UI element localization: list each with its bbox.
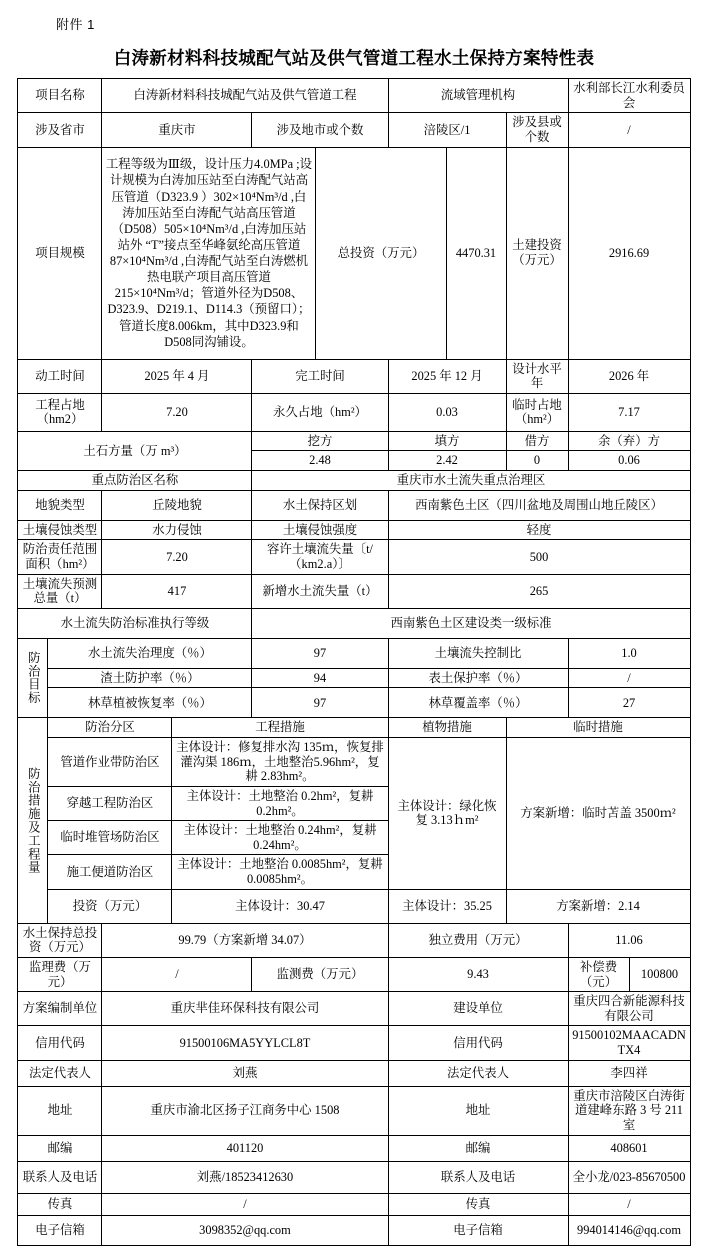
key-prevention-zone-label: 重点防治区名称: [18, 471, 252, 491]
counties-label: 涉及县或个数: [506, 113, 568, 147]
credit-code-label-right: 信用代码: [388, 1026, 568, 1060]
address-label-right: 地址: [388, 1086, 568, 1135]
legal-rep-value-left: 刘燕: [102, 1060, 388, 1086]
erosion-type-value: 水力侵蚀: [102, 520, 252, 540]
goal-item-2-value2: 27: [568, 688, 690, 718]
table-row: [18, 1193, 690, 1215]
surplus-label: 余（弃）方: [568, 431, 690, 451]
civil-investment-value: 2916.69: [568, 147, 690, 359]
new-loss-label: 新增水土流失量（t）: [252, 574, 388, 608]
table-row: [18, 1135, 690, 1161]
fill-value: 2.42: [388, 451, 506, 471]
table-row: [18, 490, 690, 520]
erosion-intensity-label: 土壤侵蚀强度: [252, 520, 388, 540]
goal-item-1-value: 94: [252, 668, 388, 688]
total-investment-value: 4470.31: [446, 147, 506, 359]
province-label: 涉及省市: [18, 113, 102, 147]
table-row: [18, 113, 690, 147]
cities-label: 涉及地市或个数: [252, 113, 388, 147]
legal-rep-label-left: 法定代表人: [18, 1060, 102, 1086]
measures-header-zone: 防治分区: [48, 718, 172, 738]
table-row: [18, 992, 690, 1026]
credit-code-value-right: 91500102MAACADNTX4: [568, 1026, 690, 1060]
measures-row-0-engineering: 主体设计：修复排水沟 135ｍ，恢复排灌沟渠 186ｍ，土地整治5.96hm²，复耕 2.83hm²。: [172, 738, 388, 787]
table-row: [18, 738, 690, 787]
table-row: [18, 1161, 690, 1193]
permanent-land-value: 0.03: [388, 393, 506, 431]
zip-value-right: 408601: [568, 1135, 690, 1161]
goal-item-0-value: 97: [252, 638, 388, 668]
measures-row-3-engineering: 主体设计：土地整治 0.0085hm²，复耕0.0085hm²。: [172, 855, 388, 889]
independent-fee-label: 独立费用（万元）: [388, 923, 568, 957]
page-title: 白涛新材料科技城配气站及供气管道工程水土保持方案特性表: [113, 48, 595, 68]
legal-rep-value-right: 李四祥: [568, 1060, 690, 1086]
plan-unit-label: 方案编制单位: [18, 992, 102, 1026]
swc-zoning-label: 水土保持区划: [252, 490, 388, 520]
key-prevention-zone-value: 重庆市水土流失重点治理区: [252, 471, 690, 491]
measures-header-temporary: 临时措施: [506, 718, 690, 738]
table-row: [18, 608, 690, 638]
project-scale-label: 项目规模: [18, 147, 102, 359]
table-row: [18, 718, 690, 738]
investment-engineering: 主体设计：30.47: [172, 889, 388, 923]
table-row: [18, 471, 690, 491]
excavation-label: 挖方: [252, 431, 388, 451]
email-label-left: 电子信箱: [18, 1215, 102, 1245]
independent-fee-value: 11.06: [568, 923, 690, 957]
project-name-value: 白涛新材料科技城配气站及供气管道工程: [102, 79, 388, 113]
landform-value: 丘陵地貌: [102, 490, 252, 520]
borrow-value: 0: [506, 451, 568, 471]
table-row: [18, 431, 690, 451]
end-time-value: 2025 年 12 月: [388, 359, 506, 393]
address-value-left: 重庆市渝北区扬子江商务中心 1508: [102, 1086, 388, 1135]
legal-rep-label-right: 法定代表人: [388, 1060, 568, 1086]
monitoring-fee-value: 9.43: [388, 957, 568, 991]
contact-label-left: 联系人及电话: [18, 1161, 102, 1193]
table-row: [18, 540, 690, 574]
table-row: [18, 359, 690, 393]
contact-label-right: 联系人及电话: [388, 1161, 568, 1193]
measures-header-plant: 植物措施: [388, 718, 506, 738]
design-level-year-label: 设计水平年: [506, 359, 568, 393]
compensation-fee-value: 100800: [640, 967, 679, 982]
table-row: [18, 79, 690, 113]
measures-label-text: 防治措施及工程量: [26, 766, 41, 875]
excavation-value: 2.48: [252, 451, 388, 471]
temporary-land-value: 7.17: [568, 393, 690, 431]
temporary-land-label: 临时占地（hm²）: [506, 393, 568, 431]
monitoring-fee-label: 监测费（万元）: [252, 957, 388, 991]
cities-value: 涪陵区/1: [388, 113, 506, 147]
fax-label-right: 传真: [388, 1193, 568, 1215]
fax-value-left: /: [102, 1193, 388, 1215]
address-value-right: 重庆市涪陵区白涛街道建峰东路 3 号 211 室: [568, 1086, 690, 1135]
measures-row-2-engineering: 主体设计：土地整治 0.24hm²，复耕 0.24hm²。: [172, 821, 388, 855]
total-swc-investment-value: 99.79（方案新增 34.07）: [102, 923, 388, 957]
investment-label: 投资（万元）: [48, 889, 172, 923]
table-row: [18, 1026, 690, 1060]
goal-item-2-name: 林草植被恢复率（％）: [48, 688, 252, 718]
table-row: [18, 520, 690, 540]
measures-row-0-temporary: 方案新增：临时苫盖 3500ｍ²: [506, 738, 690, 890]
responsibility-area-label: 防治责任范围面积（hm²）: [18, 540, 102, 574]
table-row: [18, 957, 690, 991]
measures-label: [18, 718, 48, 923]
zip-value-left: 401120: [102, 1135, 388, 1161]
project-name-label: 项目名称: [18, 79, 102, 113]
tolerance-value: 500: [388, 540, 690, 574]
basin-authority-value: 水利部长江水利委员会: [568, 79, 690, 113]
construction-unit-label: 建设单位: [388, 992, 568, 1026]
investment-temporary: 方案新增：2.14: [506, 889, 690, 923]
credit-code-value-left: 91500106MA5YYLCL8T: [102, 1026, 388, 1060]
goal-item-2-name2: 林草覆盖率（％）: [388, 688, 568, 718]
borrow-label: 借方: [506, 431, 568, 451]
erosion-type-label: 土壤侵蚀类型: [18, 520, 102, 540]
table-row: [18, 923, 690, 957]
start-time-label: 动工时间: [18, 359, 102, 393]
swc-zoning-value: 西南紫色土区（四川盆地及周围山地丘陵区）: [388, 490, 690, 520]
address-label-left: 地址: [18, 1086, 102, 1135]
goal-item-2-value: 97: [252, 688, 388, 718]
email-label-right: 电子信箱: [388, 1215, 568, 1245]
total-investment-label: 总投资（万元）: [316, 147, 446, 359]
goal-item-1-value2: /: [568, 668, 690, 688]
email-value-left: 3098352@qq.com: [102, 1215, 388, 1245]
contact-value-right: 全小龙/023-85670500: [568, 1161, 690, 1193]
civil-investment-label: 土建投资（万元）: [506, 147, 568, 359]
compensation-fee-cell: [568, 957, 690, 991]
surplus-value: 0.06: [568, 451, 690, 471]
province-value: 重庆市: [102, 113, 252, 147]
table-row: [18, 638, 690, 668]
measures-header-engineering: 工程措施: [172, 718, 388, 738]
tolerance-label: 容许土壤流失量〔t/（km2.a）〕: [252, 540, 388, 574]
standard-label: 水土流失防治标准执行等级: [18, 608, 252, 638]
credit-code-label-left: 信用代码: [18, 1026, 102, 1060]
basin-authority-label: 流域管理机构: [388, 79, 568, 113]
table-row: [18, 393, 690, 431]
goal-item-1-name: 渣土防护率（％）: [48, 668, 252, 688]
standard-value: 西南紫色土区建设类一级标准: [252, 608, 690, 638]
design-level-year-value: 2026 年: [568, 359, 690, 393]
land-label: 工程占地（hm2）: [18, 393, 102, 431]
zip-label-right: 邮编: [388, 1135, 568, 1161]
goal-item-0-name: 水土流失治理度（％）: [48, 638, 252, 668]
measures-row-1-engineering: 主体设计：土地整治 0.2hm²，复耕 0.2hm²。: [172, 786, 388, 820]
fill-label: 填方: [388, 431, 506, 451]
counties-value: /: [568, 113, 690, 147]
supervision-fee-value: /: [102, 957, 252, 991]
goal-label-text: 防治目标: [26, 651, 41, 705]
predicted-loss-label: 土壤流失预测总量（t）: [18, 574, 102, 608]
goal-label: [18, 638, 48, 718]
table-row: [18, 147, 690, 359]
table-row: [18, 1215, 690, 1245]
compensation-fee-label: 补偿费（元）: [569, 958, 630, 991]
permanent-land-label: 永久占地（hm²）: [252, 393, 388, 431]
start-time-value: 2025 年 4 月: [102, 359, 252, 393]
goal-item-0-name2: 土壤流失控制比: [388, 638, 568, 668]
document-page: [0, 14, 708, 1237]
new-loss-value: 265: [388, 574, 690, 608]
measures-row-2-zone: 临时堆管场防治区: [48, 821, 172, 855]
table-row: [18, 1086, 690, 1135]
zip-label-left: 邮编: [18, 1135, 102, 1161]
plan-unit-value: 重庆芈佳环保科技有限公司: [102, 992, 388, 1026]
measures-row-3-zone: 施工便道防治区: [48, 855, 172, 889]
table-row: [18, 1060, 690, 1086]
responsibility-area-value: 7.20: [102, 540, 252, 574]
landform-label: 地貌类型: [18, 490, 102, 520]
email-value-right: 994014146@qq.com: [568, 1215, 690, 1245]
land-value: 7.20: [102, 393, 252, 431]
contact-value-left: 刘燕/18523412630: [102, 1161, 388, 1193]
goal-item-1-name2: 表土保护率（％）: [388, 668, 568, 688]
characteristics-table: [17, 78, 690, 1246]
predicted-loss-value: 417: [102, 574, 252, 608]
fax-value-right: /: [568, 1193, 690, 1215]
investment-plant: 主体设计：35.25: [388, 889, 506, 923]
supervision-fee-label: 监理费（万元）: [18, 957, 102, 991]
erosion-intensity-value: 轻度: [388, 520, 690, 540]
measures-row-0-zone: 管道作业带防治区: [48, 738, 172, 787]
total-swc-investment-label: 水土保持总投资（万元）: [18, 923, 102, 957]
end-time-label: 完工时间: [252, 359, 388, 393]
attachment-label: 附件 1: [56, 17, 95, 32]
measures-row-1-zone: 穿越工程防治区: [48, 786, 172, 820]
earthwork-label: 土石方量（万 m³）: [18, 431, 252, 470]
goal-item-0-value2: 1.0: [568, 638, 690, 668]
table-row: [18, 688, 690, 718]
project-scale-value: 工程等级为Ⅲ级，设计压力4.0MPa ;设计规模为白涛加压站至白涛配气站高压管道（D323.9 ）302×10⁴Nm³/d ,白涛加压站至白涛配气站高压管道（D508）505×10⁴Nm³/d ,白涛加压站站外 “T”接点至华峰氨纶高压管道87×10⁴Nm³/d ,白涛配气站至白涛燃机热电联产项目高压管道215×10⁴Nm³/d；管道外径为D508、D323.9、D219.1、D114.3（预留口）；管道长度8.006km，其中D323.9和D508同沟铺设。: [102, 147, 316, 359]
table-row: [18, 668, 690, 688]
table-row: [18, 889, 690, 923]
table-row: [18, 574, 690, 608]
construction-unit-value: 重庆四合新能源科技有限公司: [568, 992, 690, 1026]
measures-row-0-plant: 主体设计：绿化恢复 3.13ｈm²: [388, 738, 506, 890]
fax-label-left: 传真: [18, 1193, 102, 1215]
